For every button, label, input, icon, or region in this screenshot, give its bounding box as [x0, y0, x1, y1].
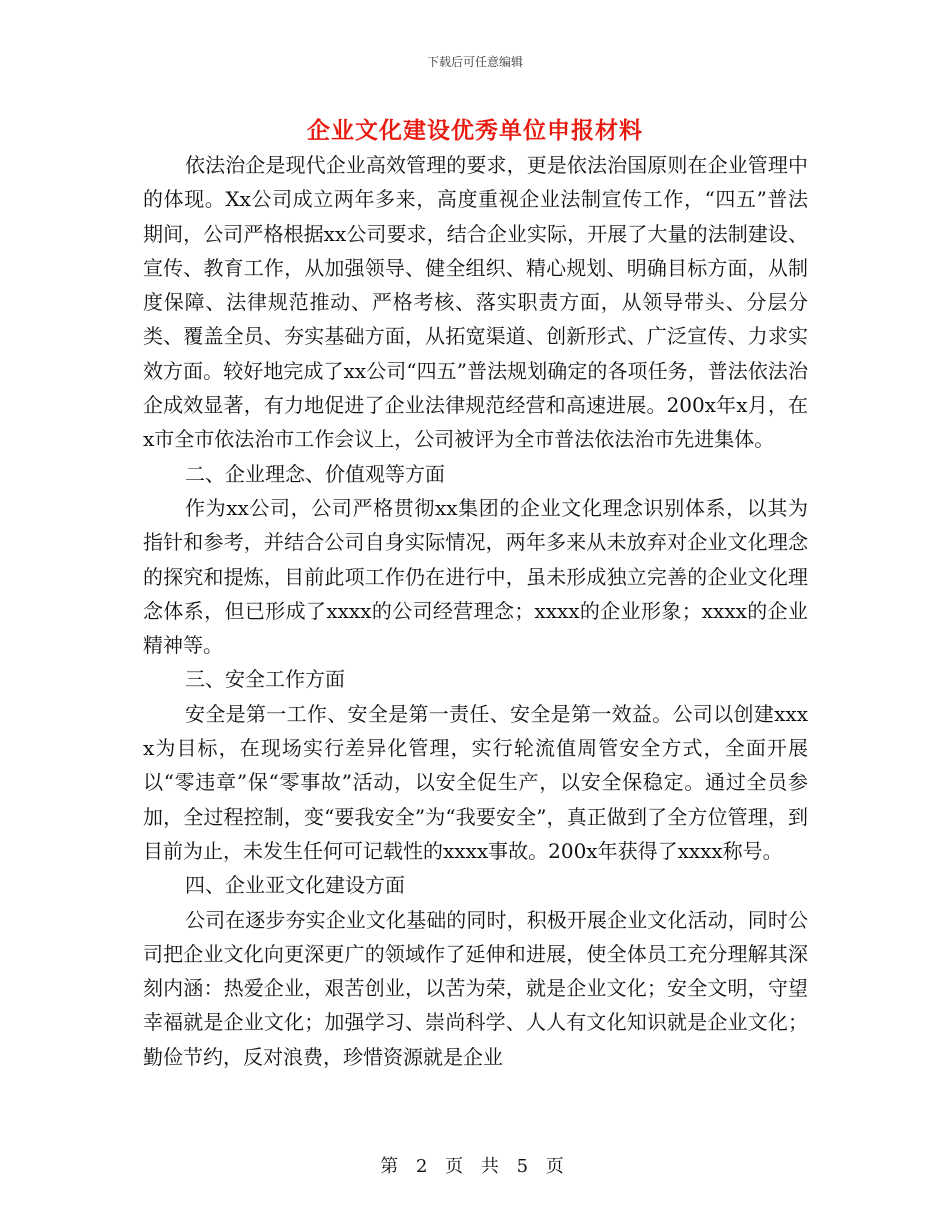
section-heading-4: 四、企业亚文化建设方面 [185, 873, 405, 898]
document-title: 企业文化建设优秀单位申报材料 [307, 118, 643, 144]
page-number: 第 2 页 共 5 页 [380, 1156, 570, 1177]
paragraph-intro: 依法治企是现代企业高效管理的要求，更是依法治国原则在企业管理中的体现。Xx公司成立两年多来，高度重视企业法制宣传工作，“四五”普法期间，公司严格根据xx公司要求，结合企业实际，开展了大量的法制建设、宣传、教育工作，从加强领导、健全组织、精心规划、明确目标方面，从制度保障、法律规范推动、严格考核、落实职责方面，从领导带头、分层分类、覆盖全员、夯实基础方面，从拓宽渠道、创新形式、广泛宣传、力求实效方面。较好地完成了xx公司“四五”普法规划确定的各项任务，普法依法治企成效显著，有力地促进了企业法律规范经营和高速进展。200x年x月，在x市全市依法治市工作会议上，公司被评为全市普法依法治市先进集体。 [143, 153, 808, 452]
header-note: 下载后可任意编辑 [426, 55, 523, 69]
paragraph-section-3: 安全是第一工作、安全是第一责任、安全是第一效益。公司以创建xxxx为目标，在现场实行差异化管理，实行轮流值周管安全方式，全面开展以“零违章”保“零事故”活动，以安全促生产，以安全保稳定。通过全员参加，全过程控制，变“要我安全”为“我要安全”，真正做到了全方位管理，到目前为止，未发生任何可记载性的xxxx事故。200x年获得了xxxx称号。 [143, 701, 808, 863]
paragraph-section-4: 公司在逐步夯实企业文化基础的同时，积极开展企业文化活动，同时公司把企业文化向更深更广的领域作了延伸和进展，使全体员工充分理解其深刻内涵：热爱企业，艰苦创业，以苦为荣，就是企业文化；安全文明，守望幸福就是企业文化；加强学习、崇尚科学、人人有文化知识就是企业文化；勤俭节约，反对浪费，珍惜资源就是企业 [143, 907, 808, 1069]
paragraph-section-2: 作为xx公司，公司严格贯彻xx集团的企业文化理念识别体系，以其为指针和参考，并结合公司自身实际情况，两年多来从未放弃对企业文化理念的探究和提炼，目前此项工作仍在进行中，虽未形成独立完善的企业文化理念体系，但已形成了xxxx的公司经营理念；xxxx的企业形象；xxxx的企业精神等。 [143, 495, 808, 658]
section-heading-2: 二、企业理念、价值观等方面 [185, 461, 445, 486]
section-heading-3: 三、安全工作方面 [185, 667, 345, 692]
document-body [143, 148, 808, 1074]
